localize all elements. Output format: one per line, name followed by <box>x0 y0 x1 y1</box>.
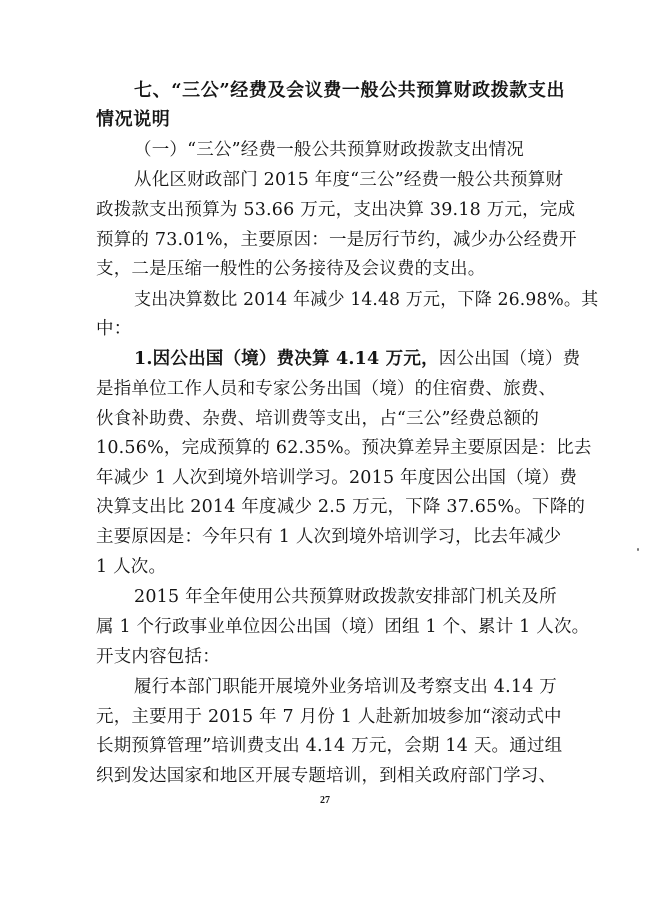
travel-expense-lead: 1.因公出国（境）费决算 4.14 万元， <box>134 349 439 369</box>
section-heading-line-1: 七、“三公”经费及会议费一般公共预算财政拨款支出 <box>134 80 566 101</box>
paragraph-1-line-3: 预算的 73.01%，主要原因：一是厉行节约，减少办公经费开 <box>96 230 577 250</box>
paragraph-1-line-4: 支，二是压缩一般性的公务接待及会议费的支出。 <box>96 259 486 279</box>
page-number: 27 <box>320 795 330 806</box>
scan-speck <box>637 548 639 551</box>
paragraph-3-line-2: 是指单位工作人员和专家公务出国（境）的住宿费、旅费、 <box>96 379 557 399</box>
subsection-heading: （一）“三公”经费一般公共预算财政拨款支出情况 <box>134 140 524 160</box>
paragraph-1-line-1: 从化区财政部门 2015 年度“三公”经费一般公共预算财 <box>134 170 564 190</box>
paragraph-2-line-1: 支出决算数比 2014 年减少 14.48 万元，下降 26.98%。其 <box>134 290 599 310</box>
paragraph-1-line-2: 政拨款支出预算为 53.66 万元，支出决算 39.18 万元，完成 <box>96 200 576 220</box>
paragraph-3-line-3: 伙食补助费、杂费、培训费等支出，占“三公”经费总额的 <box>96 409 540 429</box>
travel-expense-lead-rest: 因公出国（境）费 <box>438 349 581 369</box>
paragraph-4-line-3: 开支内容包括： <box>96 647 220 667</box>
paragraph-3-line-6: 决算支出比 2014 年度减少 2.5 万元，下降 37.65%。下降的 <box>96 497 586 517</box>
paragraph-3-line-8: 1 人次。 <box>96 557 167 577</box>
section-heading-line-2: 情况说明 <box>96 109 171 130</box>
paragraph-4-line-2: 属 1 个行政事业单位因公出国（境）团组 1 个、累计 1 人次。 <box>96 617 590 637</box>
paragraph-3-line-7: 主要原因是：今年只有 1 人次到境外培训学习，比去年减少 <box>96 527 562 547</box>
paragraph-2-line-2: 中： <box>96 319 132 339</box>
paragraph-3-line-5: 年减少 1 人次到境外培训学习。2015 年度因公出国（境）费 <box>96 468 578 488</box>
paragraph-4-line-1: 2015 年全年使用公共预算财政拨款安排部门机关及所 <box>134 587 557 607</box>
paragraph-5-line-3: 长期预算管理”培训费支出 4.14 万元，会期 14 天。通过组 <box>96 736 563 756</box>
paragraph-5-line-2: 元，主要用于 2015 年 7 月份 1 人赴新加坡参加“滚动式中 <box>96 707 562 727</box>
paragraph-3-line-4: 10.56%，完成预算的 62.35%。预决算差异主要原因是：比去 <box>96 438 592 458</box>
paragraph-5-line-1: 履行本部门职能开展境外业务培训及考察支出 4.14 万 <box>134 677 557 697</box>
paragraph-3-line-1 <box>134 348 580 370</box>
paragraph-5-line-4: 织到发达国家和地区开展专题培训，到相关政府部门学习、 <box>96 766 557 786</box>
